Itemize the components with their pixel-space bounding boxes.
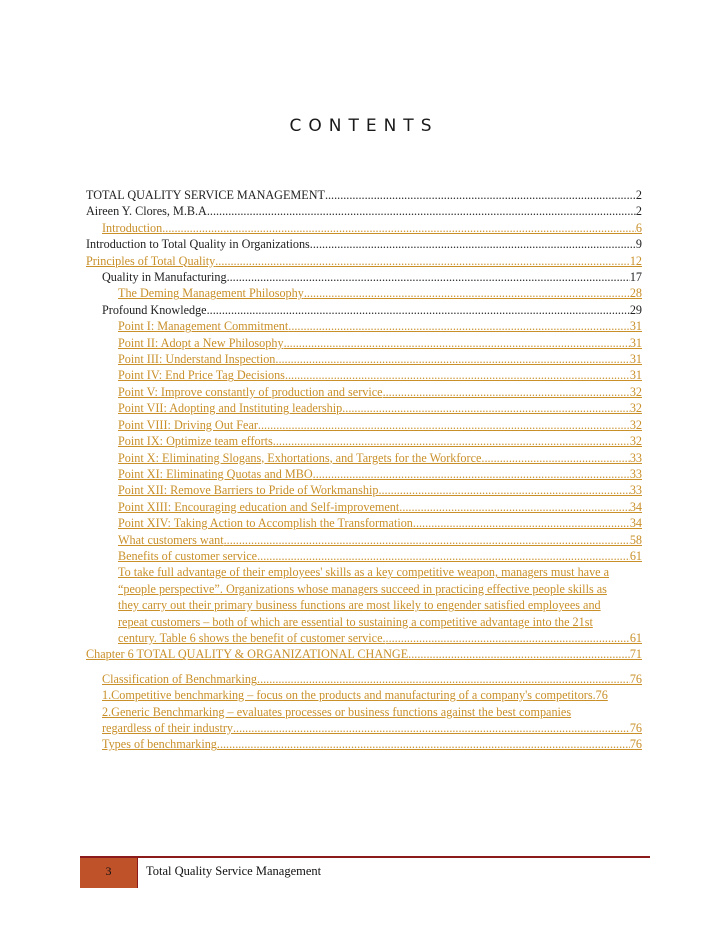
toc-leader-dots <box>399 499 630 515</box>
toc-leader-dots <box>257 548 630 564</box>
toc-entry[interactable] <box>86 671 642 687</box>
toc-leader-dots <box>162 220 636 236</box>
toc-leader-dots <box>345 400 630 416</box>
toc-leader-dots <box>378 482 629 498</box>
toc-entry[interactable] <box>86 450 642 466</box>
toc-leader-dots <box>408 646 630 662</box>
toc-entry[interactable] <box>86 318 642 334</box>
toc-page-number: 76 <box>629 737 642 752</box>
toc-entry[interactable] <box>86 384 642 400</box>
toc-entry-title: 1.Competitive benchmarking – focus on the products and manufacturing of a company's competitors. <box>102 688 596 703</box>
toc-entry-title: TOTAL QUALITY SERVICE MANAGEMENT <box>86 188 325 202</box>
toc-entry <box>86 187 642 203</box>
toc-entry[interactable] <box>86 482 642 498</box>
toc-entry-title: Profound Knowledge <box>102 302 207 317</box>
toc-entry[interactable] <box>86 532 642 548</box>
toc-entry-line: 2.Generic Benchmarking – evaluates processes or business functions against the best companies <box>102 704 572 719</box>
toc-entry-title: What customers want <box>118 532 224 547</box>
toc-leader-dots <box>310 236 636 252</box>
toc-entry[interactable] <box>86 564 642 646</box>
toc-leader-dots <box>325 187 636 203</box>
toc-leader-dots <box>481 450 629 466</box>
toc-leader-dots <box>275 351 629 367</box>
toc-entry-title: Classification of Benchmarking <box>102 671 258 686</box>
toc-leader-dots <box>207 302 630 318</box>
toc-entry[interactable] <box>86 548 642 564</box>
toc-entry[interactable] <box>86 736 642 752</box>
toc-page-number: 33 <box>629 466 642 481</box>
toc-leader-dots <box>284 335 630 351</box>
toc-leader-dots <box>383 384 630 400</box>
toc-entry-title: The Deming Management Philosophy <box>118 286 304 301</box>
toc-leader-dots <box>273 433 630 449</box>
toc-page-number: 2 <box>635 188 642 202</box>
toc-entry-title: Principles of Total Quality <box>86 253 216 268</box>
toc-leader-dots <box>224 532 630 548</box>
toc-entry <box>86 269 642 285</box>
toc-leader-dots <box>227 269 630 285</box>
toc-entry[interactable] <box>86 466 642 482</box>
toc-page-number: 76 <box>595 688 608 703</box>
toc-entry-title: Point IX: Optimize team efforts <box>118 434 273 449</box>
toc-leader-dots <box>285 367 630 383</box>
toc-entry <box>86 236 642 252</box>
toc-entry-title: Chapter 6 TOTAL QUALITY & ORGANIZATIONAL CHANGE <box>86 647 409 662</box>
toc-page-number: 71 <box>629 647 642 662</box>
toc-entry-title: Point IV: End Price Tag Decisions <box>118 368 285 383</box>
toc-entry-title: Point VII: Adopting and Instituting leadership. <box>118 401 346 416</box>
footer-rule <box>80 856 650 858</box>
toc-entry[interactable] <box>86 253 642 269</box>
toc-page-number: 31 <box>629 335 642 350</box>
toc-entry-title: Introduction <box>102 220 163 235</box>
toc-entry[interactable] <box>86 687 642 703</box>
footer-page-number: 3 <box>105 864 112 878</box>
toc-entry-line: repeat customers – both of which are essential to sustaining a competitive advantage into the 21st <box>118 614 593 629</box>
toc-entry-title: Point X: Eliminating Slogans, Exhortations, and Targets for the Workforce <box>118 450 482 465</box>
toc-entry-line: “people perspective”. Organizations whose managers succeed in practicing effective people skills as <box>118 581 607 596</box>
toc-entry-title: regardless of their industry <box>102 721 233 735</box>
toc-leader-dots <box>258 417 630 433</box>
toc-entry-title: Point III: Understand Inspection <box>118 352 276 367</box>
toc-leader-dots <box>413 515 630 531</box>
toc-page-number: 9 <box>635 237 642 252</box>
toc-entry-line: To take full advantage of their employees' skills as a key competitive weapon, managers must have a <box>118 565 610 580</box>
toc-entry-title: Point XIII: Encouraging education and Self-improvement <box>118 499 400 514</box>
toc-page-number: 61 <box>629 548 642 563</box>
toc-entry[interactable] <box>86 417 642 433</box>
toc-page-number: 31 <box>629 368 642 383</box>
toc-page-number: 76 <box>629 721 642 735</box>
toc-entry-title: Point VIII: Driving Out Fear <box>118 417 258 432</box>
toc-leader-dots <box>288 318 630 334</box>
toc-entry-title: Point V: Improve constantly of production and service <box>118 384 383 399</box>
footer-divider <box>137 858 138 888</box>
toc-page-number: 76 <box>629 671 642 686</box>
toc-leader-dots <box>217 736 630 752</box>
toc-leader-dots <box>233 720 630 736</box>
toc-entry[interactable] <box>86 646 642 662</box>
toc-page-number: 32 <box>629 401 642 416</box>
toc-leader-dots <box>257 671 630 687</box>
toc-entry-title: Benefits of customer service <box>118 548 258 563</box>
toc-page-number: 31 <box>629 352 642 367</box>
toc-page-number: 12 <box>629 253 642 268</box>
toc-page-number: 28 <box>629 286 642 301</box>
toc-entry-title: Point XI: Eliminating Quotas and MBO <box>118 466 313 481</box>
toc-page-number: 58 <box>629 532 642 547</box>
toc-entry-title: Point XIV: Taking Action to Accomplish the Transformation <box>118 516 413 531</box>
toc-page-number: 32 <box>629 417 642 432</box>
toc-leader-dots <box>215 253 630 269</box>
toc-leader-dots <box>304 285 630 301</box>
toc-entry-title: Aireen Y. Clores, M.B.A <box>86 204 207 219</box>
toc-entry[interactable] <box>86 367 642 383</box>
toc-entry[interactable] <box>86 515 642 531</box>
toc-entry <box>86 302 642 318</box>
toc-page-number: 29 <box>629 302 642 317</box>
toc-page-number: 34 <box>629 516 642 531</box>
toc-page-number: 33 <box>629 483 642 498</box>
toc-entry[interactable] <box>86 351 642 367</box>
toc-page-number: 33 <box>629 450 642 465</box>
toc-entry[interactable] <box>86 335 642 351</box>
toc-entry-title: Point II: Adopt a New Philosophy <box>118 335 284 350</box>
toc-entry-title: Quality in Manufacturing <box>102 270 227 285</box>
toc-entry-title: Types of benchmarking <box>102 737 217 752</box>
toc-entry[interactable] <box>86 285 642 301</box>
table-of-contents <box>86 187 642 753</box>
toc-entry <box>86 203 642 219</box>
toc-entry[interactable] <box>86 499 642 515</box>
toc-leader-dots <box>313 466 630 482</box>
toc-page-number: 34 <box>629 499 642 514</box>
toc-page-number: 31 <box>629 319 642 334</box>
toc-page-number: 61 <box>629 630 642 645</box>
toc-entry-title: century. Table 6 shows the benefit of customer service. <box>118 630 386 645</box>
toc-entry[interactable] <box>86 220 642 236</box>
toc-page-number: 32 <box>629 384 642 399</box>
toc-page-number: 6 <box>635 220 642 235</box>
toc-leader-dots <box>207 203 636 219</box>
page-title: CONTENTS <box>289 116 439 136</box>
toc-page-number: 2 <box>635 204 642 219</box>
toc-entry[interactable] <box>86 704 642 737</box>
toc-page-number: 17 <box>629 270 642 285</box>
toc-entry-title: Point I: Management Commitment <box>118 319 289 334</box>
footer-title: Total Quality Service Management <box>146 864 322 878</box>
toc-leader-dots <box>386 630 630 646</box>
toc-entry-line: they carry out their primary business functions are most likely to engender satisfied employees and <box>118 598 601 613</box>
toc-entry[interactable] <box>86 433 642 449</box>
toc-entry-title: Introduction to Total Quality in Organizations <box>86 237 310 252</box>
toc-page-number: 32 <box>629 434 642 449</box>
toc-entry-title: Point XII: Remove Barriers to Pride of Workmanship <box>118 483 379 498</box>
toc-entry[interactable] <box>86 400 642 416</box>
